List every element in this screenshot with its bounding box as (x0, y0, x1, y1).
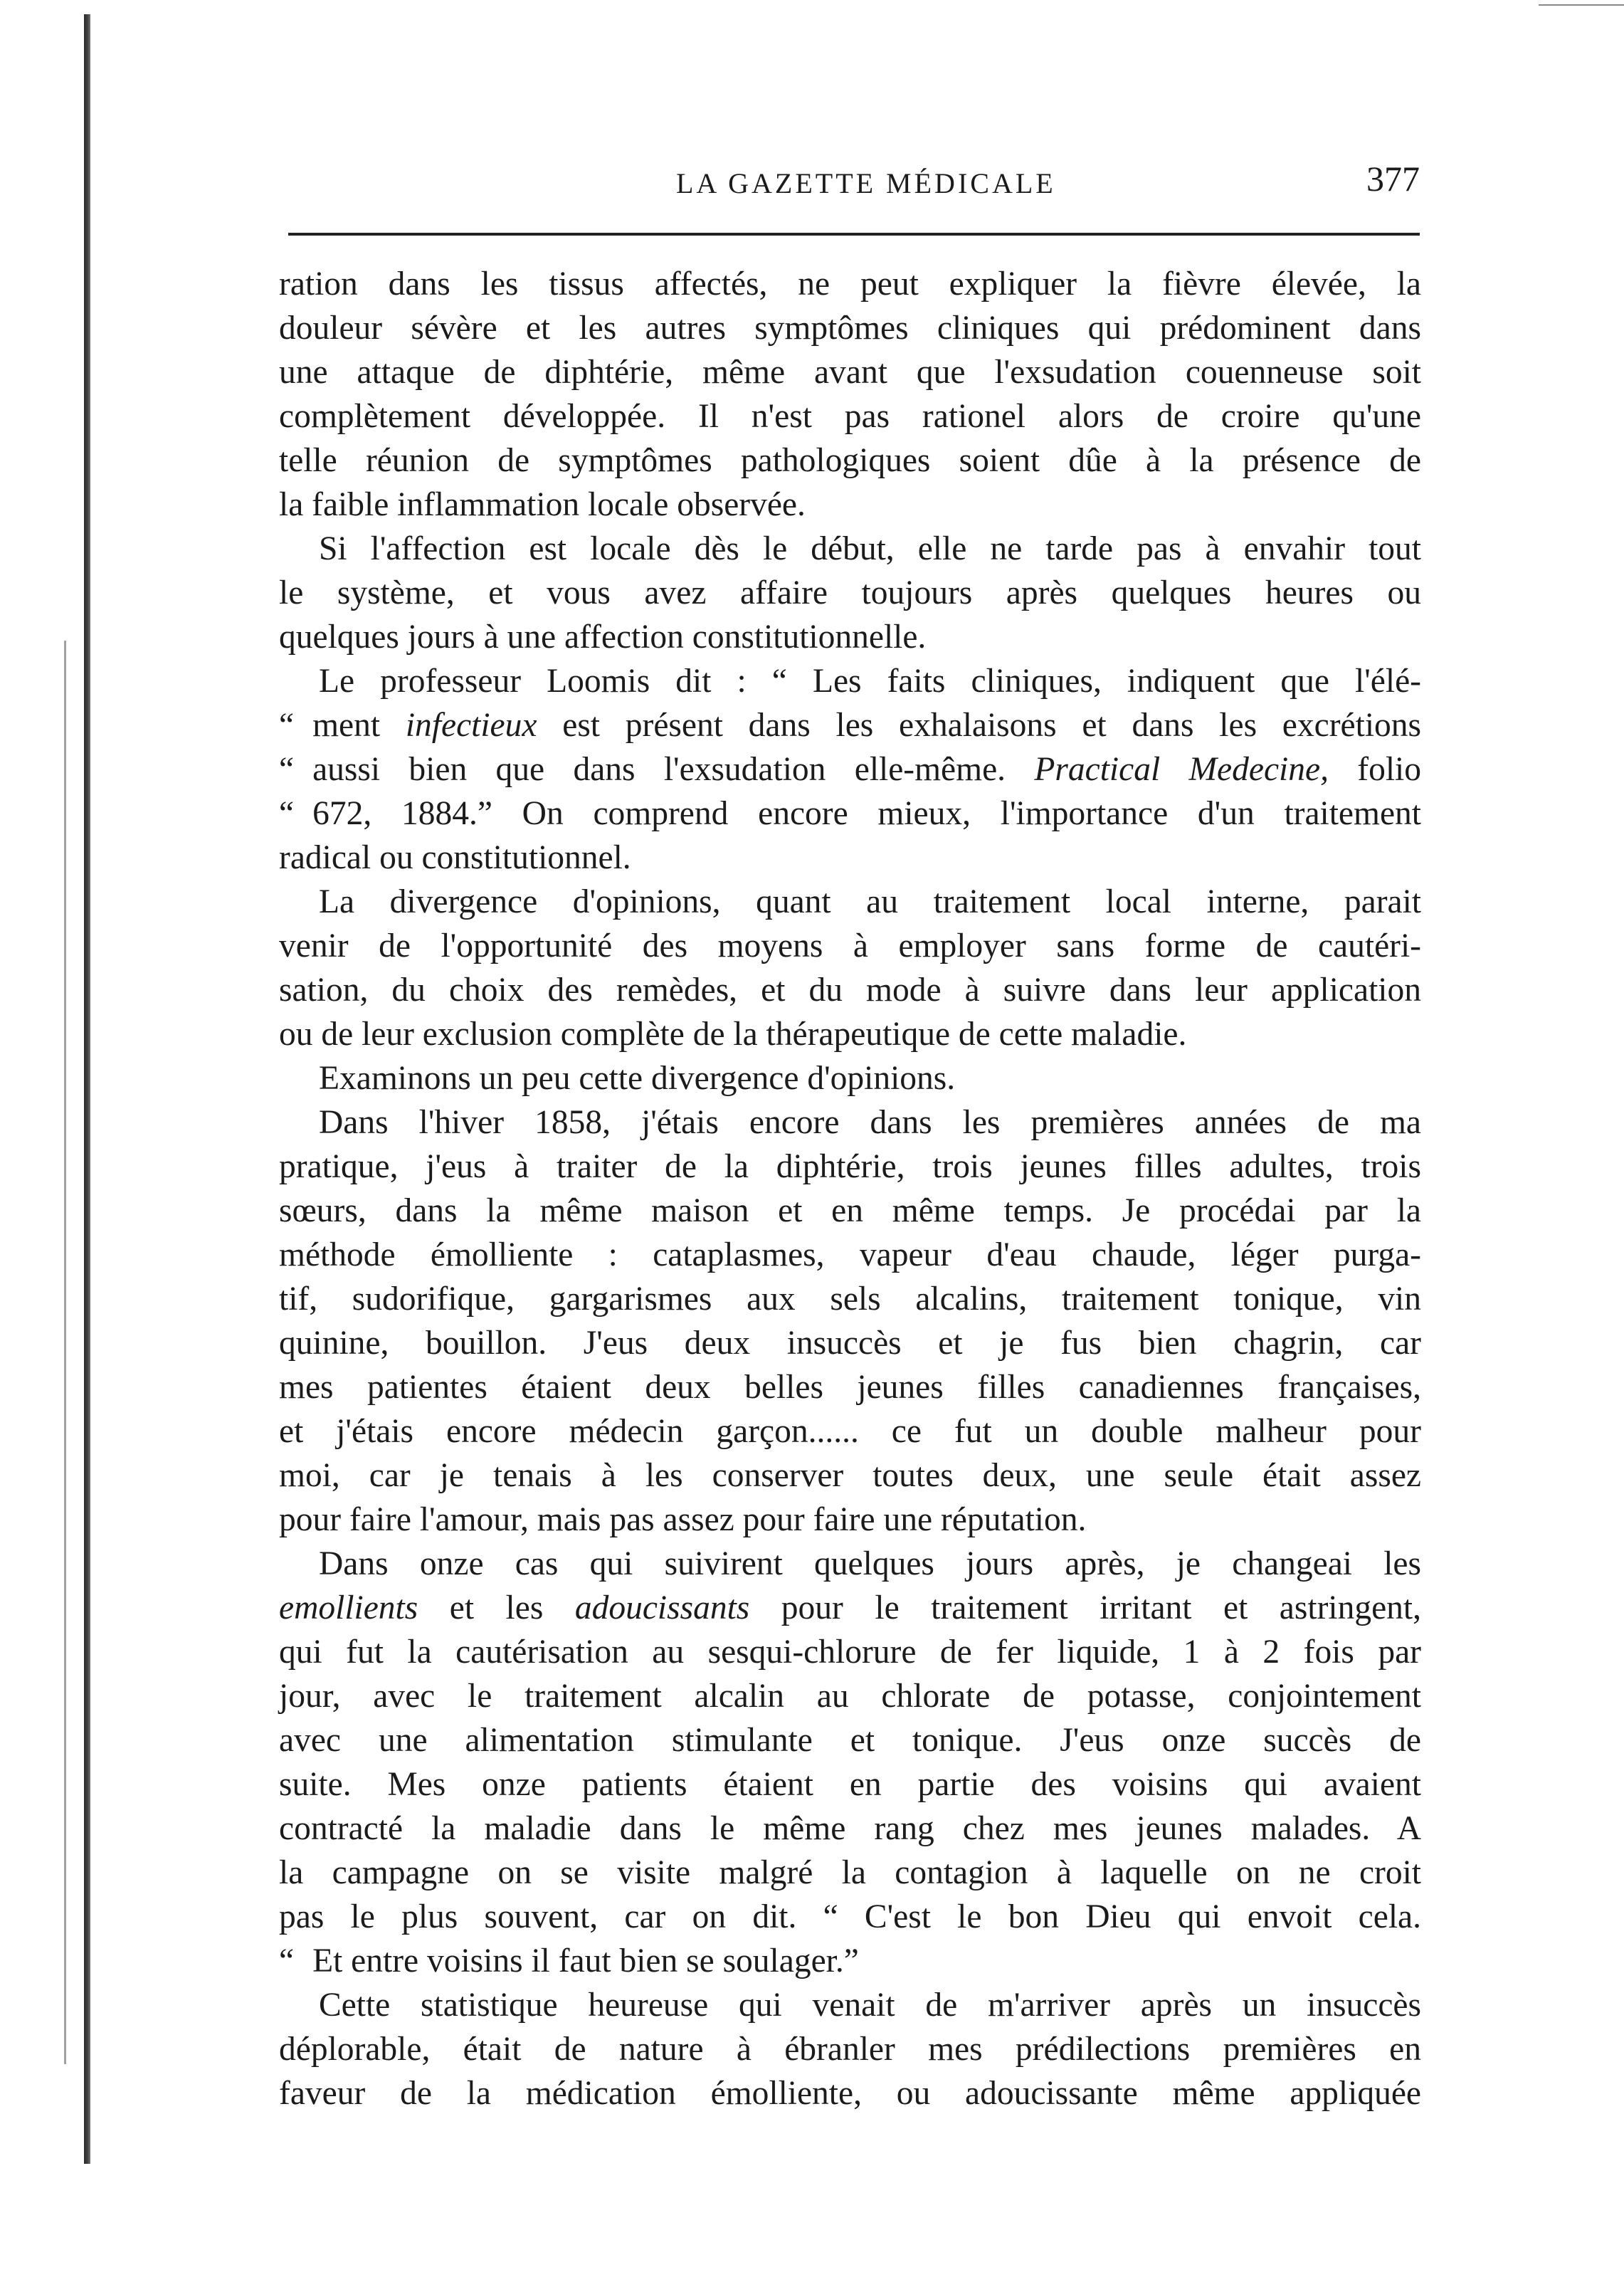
text-fragment: aussi bien que dans l'exsudation elle-même. (312, 751, 1006, 788)
text-fragment: Et entre voisins il faut bien se soulager.” (312, 1942, 859, 1979)
text-line: sœurs, dans la même maison et en même temps. Je procédai par la (279, 1192, 1421, 1229)
text-line: quelques jours à une affection constitutionnelle. (279, 619, 927, 656)
text-line: telle réunion de symptômes pathologiques soient dûe à la présence de (279, 442, 1421, 479)
text-line: suite. Mes onze patients étaient en partie des voisins qui avaient (279, 1766, 1421, 1803)
text-line: pas le plus souvent, car on dit. “ C'est le bon Dieu qui envoit cela. (279, 1898, 1421, 1935)
text-line (279, 703, 1421, 747)
text-line: méthode émolliente : cataplasmes, vapeur d'eau chaude, léger purga- (279, 1236, 1421, 1273)
text-fragment: 672, 1884.” On comprend encore mieux, l'importance d'un traitement (312, 795, 1421, 832)
text-line: ration dans les tissus affectés, ne peut expliquer la fièvre élevée, la (279, 265, 1421, 303)
text-fragment: et les (449, 1589, 544, 1626)
binding-shadow (64, 641, 66, 2064)
scan-edge-mark (1539, 4, 1624, 6)
header-rule (288, 233, 1420, 236)
text-line (279, 1939, 1421, 1983)
text-fragment: est présent dans les exhalaisons et dans les excrétions (562, 707, 1422, 744)
text-line: Le professeur Loomis dit : “ Les faits cliniques, indiquent que l'élé- (319, 663, 1421, 700)
text-line: sation, du choix des remèdes, et du mode à suivre dans leur application (279, 972, 1421, 1009)
running-title: LA GAZETTE MÉDICALE (676, 167, 1056, 199)
text-line: mes patientes étaient deux belles jeunes filles canadiennes françaises, (279, 1369, 1421, 1406)
text-line: La divergence d'opinions, quant au traitement local interne, parait (319, 883, 1421, 920)
text-line: Dans onze cas qui suivirent quelques jours après, je changeai les (319, 1545, 1421, 1582)
text-line: jour, avec le traitement alcalin au chlorate de potasse, conjointement (279, 1678, 1421, 1715)
text-line (279, 747, 1421, 792)
text-line: complètement développée. Il n'est pas rationel alors de croire qu'une (279, 398, 1421, 435)
text-line: faveur de la médication émolliente, ou adoucissante même appliquée (279, 2075, 1421, 2112)
text-line: déplorable, était de nature à ébranler mes prédilections premières en (279, 2031, 1421, 2068)
quote-mark: “ (279, 1942, 295, 1979)
text-line: la campagne on se visite malgré la contagion à laquelle on ne croit (279, 1854, 1421, 1891)
text-line: la faible inflammation locale observée. (279, 486, 806, 523)
text-line (279, 1586, 1421, 1630)
text-line: douleur sévère et les autres symptômes cliniques qui prédominent dans (279, 310, 1421, 347)
text-line: moi, car je tenais à les conserver toutes deux, une seule était assez (279, 1457, 1421, 1494)
text-line (279, 792, 1421, 836)
text-fragment: pour le traitement irritant et astringent, (781, 1589, 1421, 1626)
text-fragment: folio (1357, 751, 1422, 788)
quote-mark: “ (279, 795, 295, 832)
text-line: le système, et vous avez affaire toujours après quelques heures ou (279, 574, 1421, 611)
text-line: contracté la maladie dans le même rang chez mes jeunes malades. A (279, 1810, 1421, 1847)
italic-term: emollients (279, 1589, 418, 1626)
page-number: 377 (1366, 159, 1420, 199)
page-header (288, 155, 1420, 212)
text-line: et j'étais encore médecin garçon...... ce fut un double malheur pour (279, 1413, 1421, 1450)
text-fragment: ment (312, 707, 381, 744)
text-line: Dans l'hiver 1858, j'étais encore dans les premières années de ma (319, 1104, 1421, 1141)
body-text (279, 262, 1421, 2115)
text-line: venir de l'opportunité des moyens à employer sans forme de cautéri- (279, 927, 1421, 964)
text-line: Si l'affection est locale dès le début, elle ne tarde pas à envahir tout (319, 530, 1421, 567)
text-line: ou de leur exclusion complète de la thérapeutique de cette maladie. (279, 1016, 1187, 1053)
italic-term: adoucissants (574, 1589, 750, 1626)
text-line: une attaque de diphtérie, même avant que l'exsudation couenneuse soit (279, 354, 1421, 391)
italic-citation: Practical Medecine, (1034, 751, 1329, 788)
text-line: quinine, bouillon. J'eus deux insuccès et je fus bien chagrin, car (279, 1325, 1421, 1362)
quote-mark: “ (279, 707, 295, 744)
text-line: pratique, j'eus à traiter de la diphtérie, trois jeunes filles adultes, trois (279, 1148, 1421, 1185)
text-line: tif, sudorifique, gargarismes aux sels alcalins, traitement tonique, vin (279, 1281, 1421, 1318)
quote-mark: “ (279, 751, 295, 788)
text-line: radical ou constitutionnel. (279, 839, 631, 876)
text-line: Examinons un peu cette divergence d'opinions. (319, 1060, 956, 1097)
text-line: Cette statistique heureuse qui venait de m'arriver après un insuccès (319, 1987, 1421, 2024)
text-line: avec une alimentation stimulante et tonique. J'eus onze succès de (279, 1722, 1421, 1759)
text-line: qui fut la cautérisation au sesqui-chlorure de fer liquide, 1 à 2 fois par (279, 1634, 1421, 1671)
italic-term: infectieux (405, 707, 537, 744)
binding-edge (84, 14, 90, 2164)
text-line: pour faire l'amour, mais pas assez pour faire une réputation. (279, 1501, 1087, 1538)
